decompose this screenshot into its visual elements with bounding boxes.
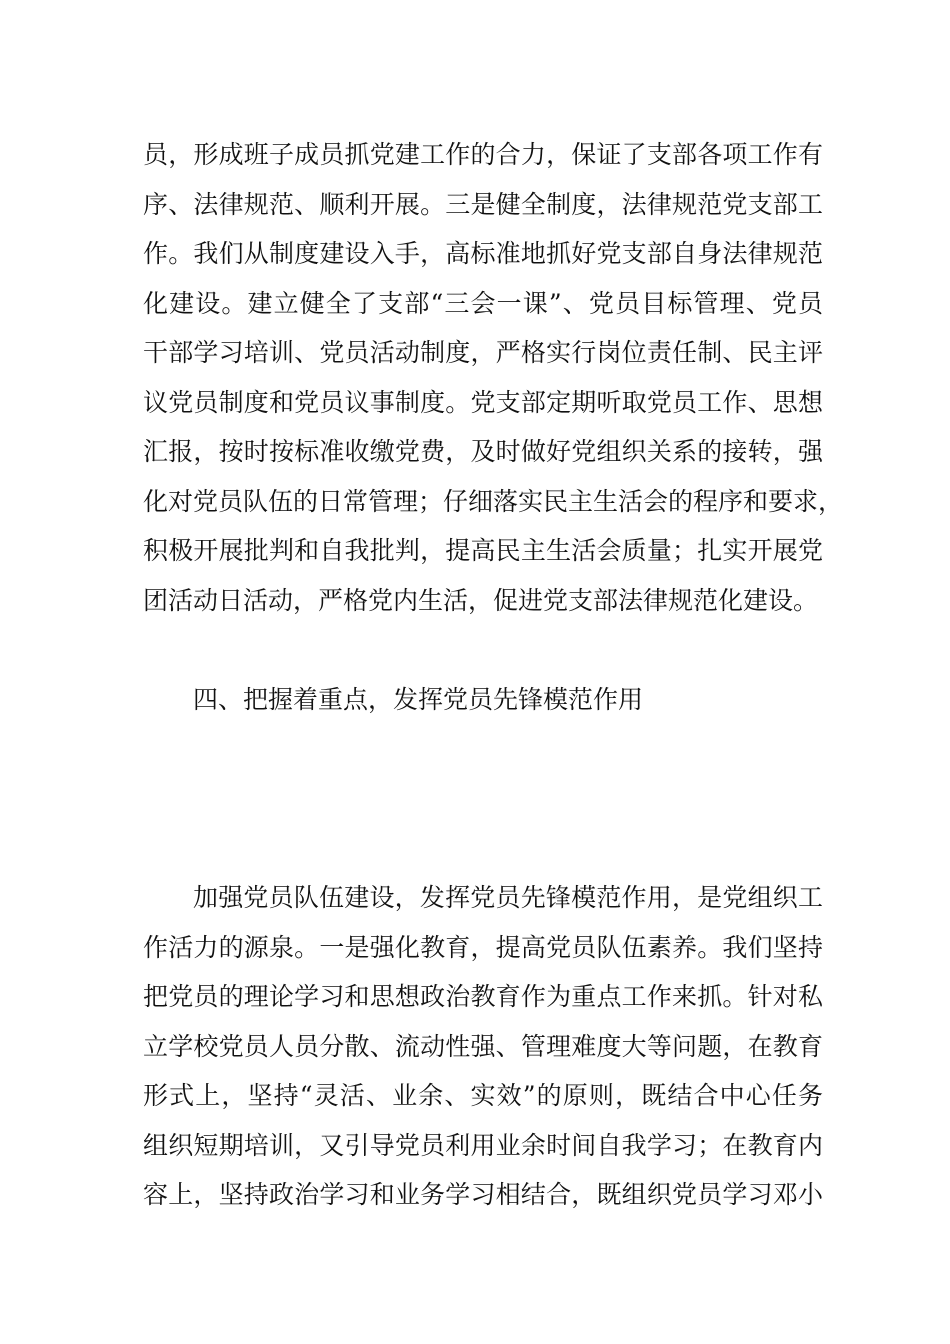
paragraph-line: 干部学习培训、党员活动制度，严格实行岗位责任制、民主评	[143, 338, 823, 367]
paragraph-line: 把党员的理论学习和思想政治教育作为重点工作来抓。针对私	[143, 982, 823, 1011]
paragraph-1	[143, 130, 844, 625]
paragraph-2	[143, 873, 823, 1220]
paragraph-line: 员，形成班子成员抓党建工作的合力，保证了支部各项工作有	[143, 140, 823, 169]
section-heading	[143, 675, 823, 725]
paragraph-line: 组织短期培训，又引导党员利用业余时间自我学习；在教育内	[143, 1130, 823, 1160]
paragraph-line: 化建设。建立健全了支部“三会一课”、党员目标管理、党员	[143, 288, 823, 318]
paragraph-line: 团活动日活动，严格党内生活，促进党支部法律规范化建设。	[143, 585, 819, 615]
paragraph-line: 化对党员队伍的日常管理；仔细落实民主生活会的程序和要求，	[143, 486, 844, 516]
paragraph-line: 积极开展批判和自我批判，提高民主生活会质量；扎实开展党	[143, 536, 823, 565]
paragraph-line: 形式上，坚持“灵活、业余、实效”的原则，既结合中心任务	[143, 1081, 823, 1110]
section-heading-text: 四、把握着重点，发挥党员先锋模范作用	[193, 685, 644, 714]
paragraph-line: 容上，坚持政治学习和业务学习相结合，既组织党员学习邓小	[143, 1180, 823, 1209]
paragraph-line: 议党员制度和党员议事制度。党支部定期听取党员工作、思想	[143, 387, 823, 417]
paragraph-line: 加强党员队伍建设，发挥党员先锋模范作用，是党组织工	[193, 883, 823, 912]
paragraph-line: 立学校党员人员分散、流动性强、管理难度大等问题，在教育	[143, 1031, 823, 1061]
paragraph-line: 作活力的源泉。一是强化教育，提高党员队伍素养。我们坚持	[143, 932, 823, 962]
paragraph-line: 序、法律规范、顺利开展。三是健全制度，法律规范党支部工	[143, 189, 823, 219]
paragraph-line: 作。我们从制度建设入手，高标准地抓好党支部自身法律规范	[143, 239, 823, 268]
paragraph-line: 汇报，按时按标准收缴党费，及时做好党组织关系的接转，强	[143, 437, 823, 466]
